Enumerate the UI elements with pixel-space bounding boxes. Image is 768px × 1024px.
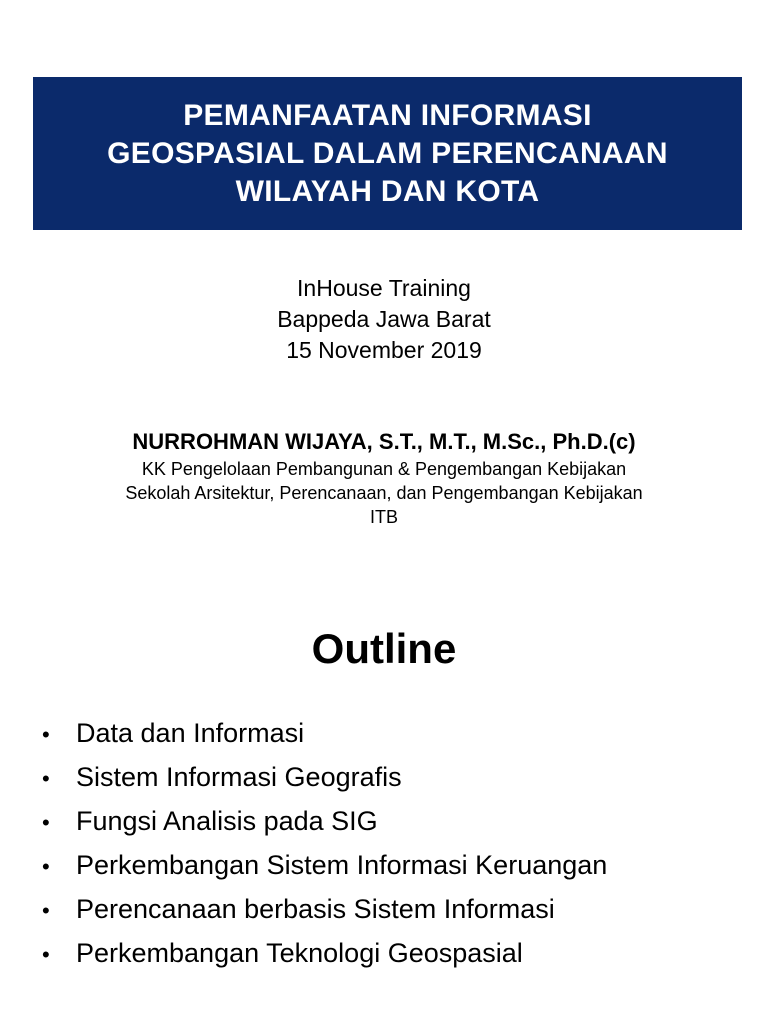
outline-item-text: Sistem Informasi Geografis xyxy=(76,762,402,792)
outline-item-text: Perkembangan Teknologi Geospasial xyxy=(76,938,523,968)
title-line-1: PEMANFAATAN INFORMASI xyxy=(183,98,592,132)
title-line-3: WILAYAH DAN KOTA xyxy=(235,174,540,208)
author-affiliation-school: Sekolah Arsitektur, Perencanaan, dan Pengembangan Kebijakan xyxy=(125,483,643,503)
bullet-icon: • xyxy=(42,810,50,835)
author-info xyxy=(0,427,768,529)
list-item xyxy=(42,712,607,756)
event-name: InHouse Training xyxy=(297,275,471,301)
list-item xyxy=(42,932,607,976)
outline-heading: Outline xyxy=(311,625,457,672)
bullet-icon: • xyxy=(42,854,50,879)
title-line-2: GEOSPASIAL DALAM PERENCANAAN xyxy=(107,136,668,170)
list-item xyxy=(42,888,607,932)
bullet-icon: • xyxy=(42,766,50,791)
bullet-icon: • xyxy=(42,898,50,923)
author-name: NURROHMAN WIJAYA, S.T., M.T., M.Sc., Ph.D.(c) xyxy=(132,429,636,454)
list-item xyxy=(42,800,607,844)
list-item xyxy=(42,756,607,800)
list-item xyxy=(42,844,607,888)
bullet-icon: • xyxy=(42,722,50,747)
title-banner xyxy=(33,77,742,230)
author-affiliation-institution: ITB xyxy=(369,507,398,527)
event-date: 15 November 2019 xyxy=(286,337,482,363)
outline-item-text: Fungsi Analisis pada SIG xyxy=(76,806,378,836)
event-organizer: Bappeda Jawa Barat xyxy=(277,306,491,332)
outline-list xyxy=(42,712,607,976)
bullet-icon: • xyxy=(42,942,50,967)
outline-item-text: Data dan Informasi xyxy=(76,718,305,748)
event-info xyxy=(0,273,768,366)
outline-item-text: Perkembangan Sistem Informasi Keruangan xyxy=(76,850,608,880)
outline-item-text: Perencanaan berbasis Sistem Informasi xyxy=(76,894,555,924)
author-affiliation-group: KK Pengelolaan Pembangunan & Pengembangan Kebijakan xyxy=(141,459,627,479)
